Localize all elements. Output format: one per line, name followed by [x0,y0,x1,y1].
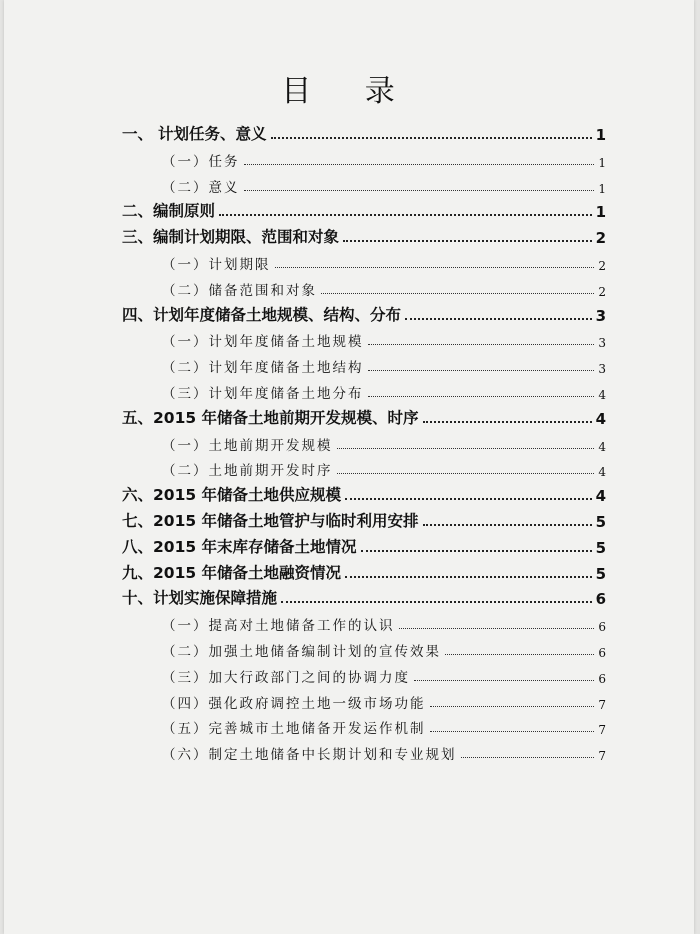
dot-leader [244,190,595,191]
toc-entry-label: 提高对土地储备工作的认识 [208,618,395,635]
toc-page-number: 4 [598,465,606,480]
dot-leader [445,654,594,655]
toc-subsection-entry[interactable] [162,380,606,402]
toc-page-number: 6 [598,646,606,660]
dot-leader [337,473,595,474]
toc-entry-label: 强化政府调控土地一级市场功能 [208,695,426,712]
toc-entry-number: （三） [162,669,209,686]
toc-entry-number: 八、 [122,537,154,556]
toc-entry-label: 计划年度储备土地分布 [208,386,364,402]
dot-leader [345,498,592,500]
toc-entry-label: 2015 年储备土地前期开发规模、时序 [153,408,419,427]
toc-entry-label: 土地前期开发规模 [208,437,333,454]
toc-page-number: 7 [598,723,606,738]
toc-section-entry[interactable] [122,483,606,505]
dot-leader [244,164,595,165]
dot-leader [271,137,592,139]
toc-entry-number: （一） [162,257,209,273]
toc-entry-label: 2015 年末库存储备土地情况 [153,537,357,556]
toc-section-entry[interactable] [122,586,606,608]
toc-page-number: 4 [598,439,606,454]
toc-entry-number: 五、 [122,408,154,427]
toc-page-number: 2 [598,284,606,299]
dot-leader [430,731,595,732]
toc-entry-number: 二、 [122,202,154,221]
toc-entry-number: 四、 [122,305,154,324]
toc-section-entry[interactable] [122,535,606,557]
toc-entry-number: （六） [162,747,209,764]
toc-entry-label: 计划实施保障措施 [153,589,278,608]
dot-leader [399,628,595,629]
toc-entry-number: （三） [162,386,209,402]
toc-subsection-entry[interactable] [162,741,606,763]
toc-entry-label: 储备范围和对象 [208,282,317,299]
toc-subsection-entry[interactable] [162,664,606,686]
toc-section-entry[interactable] [122,406,606,428]
toc-entry-number: （二） [162,179,209,196]
toc-page-number: 2 [598,259,606,273]
toc-subsection-entry[interactable] [162,715,606,737]
toc-page-number: 1 [598,181,606,196]
toc-entry-label: 加大行政部门之间的协调力度 [208,669,410,686]
toc-entry-number: （五） [162,721,209,738]
toc-entry-label: 编制计划期限、范围和对象 [153,228,340,247]
toc-section-entry[interactable] [122,561,606,583]
toc-entry-label: 计划年度储备土地结构 [208,360,364,377]
toc-entry-number: （二） [162,644,209,660]
dot-leader [343,240,592,242]
dot-leader [423,524,592,526]
toc-page-number: 7 [598,697,606,712]
toc-entry-label: 加强土地储备编制计划的宣传效果 [208,644,441,660]
toc-entry-number: 十、 [122,589,154,608]
toc-subsection-entry[interactable] [162,328,606,350]
toc-page-number: 7 [598,749,606,764]
toc-entry-number: （二） [162,360,209,377]
toc-entry-number: 九、 [122,563,154,582]
toc-page-number: 5 [595,513,606,531]
dot-leader [423,421,592,423]
toc-entry-label: 完善城市土地储备开发运作机制 [208,721,426,738]
toc-entry-label: 任务 [208,153,240,170]
toc-page-number: 1 [598,155,606,170]
toc-entry-number: （一） [162,437,209,454]
toc-entry-number: （二） [162,463,209,480]
toc-page-number: 6 [598,671,606,686]
toc-page-number: 1 [595,126,606,144]
toc-section-entry[interactable] [122,199,606,221]
toc-entry-number: 六、 [122,486,154,505]
dot-leader [219,214,592,216]
toc-subsection-entry[interactable] [162,148,606,170]
toc-entry-label: 2015 年储备土地供应规模 [153,486,342,505]
toc-entry-label: 土地前期开发时序 [208,463,333,480]
toc-section-entry[interactable] [122,303,606,325]
toc-entry-number: 三、 [122,228,154,247]
toc-entry-number: （一） [162,618,209,635]
toc-section-entry[interactable] [122,225,606,247]
toc-page-number: 3 [598,336,606,351]
toc-page-number: 6 [598,620,606,635]
toc-subsection-entry[interactable] [162,354,606,376]
toc-page-number: 3 [598,362,606,377]
toc-subsection-entry[interactable] [162,638,606,660]
toc-title: 目 录 [281,74,417,109]
toc-section-entry[interactable] [122,122,606,144]
toc-entry-label: 计划任务、意义 [158,125,267,143]
toc-subsection-entry[interactable] [162,432,606,454]
toc-entry-label: 计划年度储备土地规模 [208,334,364,351]
dot-leader [368,344,595,345]
toc-page-number: 2 [595,229,606,248]
toc-page-number: 4 [598,388,606,402]
document-page [4,0,694,934]
toc-entry-number: （四） [162,695,209,712]
dot-leader [430,706,595,707]
dot-leader [368,370,595,371]
dot-leader [461,757,595,758]
toc-entry-label: 计划年度储备土地规模、结构、分布 [153,305,402,324]
toc-entry-label: 意义 [208,179,240,196]
toc-entry-number: 七、 [122,512,154,530]
toc-section-entry[interactable] [122,509,606,531]
toc-entry-number: 一、 [122,125,154,143]
toc-page-number: 1 [595,203,606,222]
toc-subsection-entry[interactable] [162,457,606,479]
toc-entry-label: 2015 年储备土地管护与临时利用安排 [153,512,419,530]
toc-subsection-entry[interactable] [162,174,606,196]
dot-leader [275,267,595,268]
toc-entry-label: 编制原则 [153,202,216,221]
toc-entry-number: （二） [162,282,209,299]
toc-subsection-entry[interactable] [162,251,606,273]
dot-leader [405,318,592,320]
dot-leader [414,680,594,681]
toc-entry-label: 2015 年储备土地融资情况 [153,563,342,582]
dot-leader [368,396,595,397]
toc-entry-number: （一） [162,334,209,351]
toc-subsection-entry[interactable] [162,690,606,712]
toc-page-number: 5 [595,538,606,557]
toc-entry-label: 制定土地储备中长期计划和专业规划 [208,747,457,764]
toc-page-number: 4 [595,487,606,506]
dot-leader [345,576,592,578]
dot-leader [337,448,595,449]
toc-subsection-entry[interactable] [162,612,606,634]
dot-leader [361,550,592,552]
toc-entry-number: （一） [162,153,209,170]
toc-subsection-entry[interactable] [162,277,606,299]
toc-page-number: 6 [595,590,606,609]
toc-page-number: 3 [595,306,606,325]
dot-leader [321,293,594,294]
toc-entry-label: 计划期限 [208,257,271,273]
toc-page-number: 5 [595,564,606,583]
toc-page-number: 4 [595,409,606,428]
dot-leader [281,601,592,603]
